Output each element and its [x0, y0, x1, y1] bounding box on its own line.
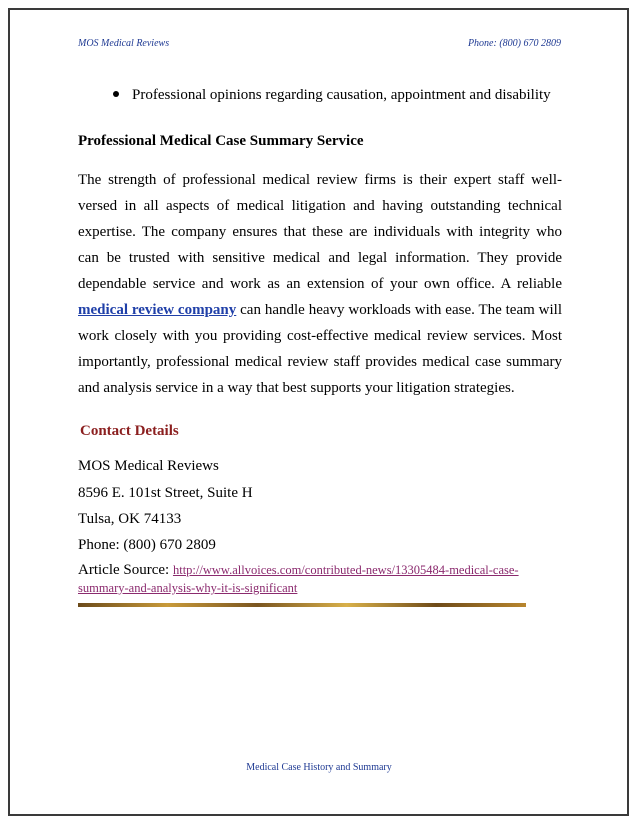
page-border — [8, 8, 629, 816]
contact-company: MOS Medical Reviews — [78, 458, 219, 474]
article-source — [78, 561, 548, 597]
contact-city: Tulsa, OK 74133 — [78, 511, 182, 527]
page-footer: Medical Case History and Summary — [246, 762, 392, 773]
paragraph-text-end: can handle heavy workloads with ease. The team will work closely with you providing cost-effective medical review services. Most importantly, professional medical review staff provides medical case summary and analysis service in a way that best supports your litigation strategies. — [78, 302, 562, 396]
paragraph-text-start: The strength of professional medical review firms is their expert staff well-versed in all aspects of medical litigation and having outstanding technical expertise. The company ensures that these are individuals with integrity who can be trusted with sensitive medical and legal information. They provide dependable service and work as an extension of your own office. A reliable — [78, 172, 562, 292]
bullet-icon — [113, 91, 119, 97]
bullet-text: Professional opinions regarding causation, appointment and disability — [132, 87, 551, 103]
header-phone: Phone: (800) 670 2809 — [467, 38, 561, 49]
article-source-link[interactable]: http://www.allvoices.com/contributed-news/13305484-medical-case-summary-and-analysis-why-it-is-significant — [78, 563, 519, 595]
header-company: MOS Medical Reviews — [78, 38, 170, 49]
body-paragraph — [78, 167, 562, 401]
article-source-label: Article Source: — [78, 562, 173, 578]
contact-heading: Contact Details — [80, 423, 179, 439]
contact-street: 8596 E. 101st Street, Suite H — [78, 485, 253, 501]
medical-review-company-link[interactable]: medical review company — [78, 302, 237, 318]
contact-phone: Phone: (800) 670 2809 — [78, 537, 216, 553]
bullet-item — [113, 87, 551, 104]
section-heading: Professional Medical Case Summary Service — [78, 133, 364, 149]
decorative-divider — [78, 603, 526, 607]
